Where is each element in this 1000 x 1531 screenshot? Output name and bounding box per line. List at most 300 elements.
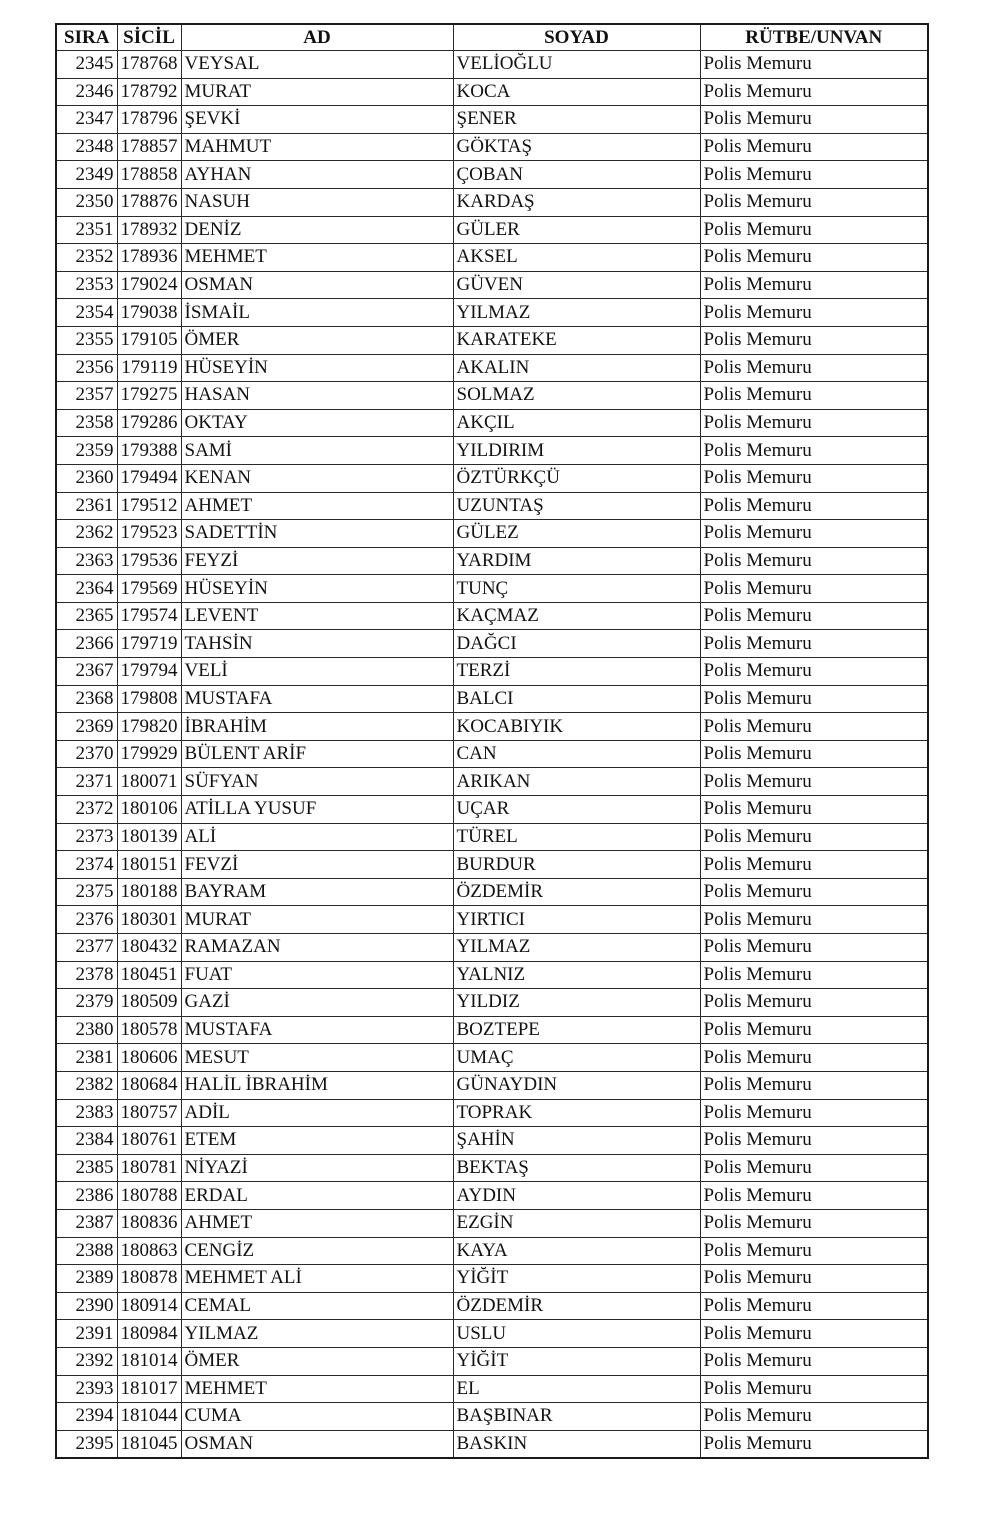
cell-sicil: 180606 xyxy=(117,1044,181,1072)
cell-rutbe: Polis Memuru xyxy=(700,1044,928,1072)
cell-sira: 2378 xyxy=(56,961,117,989)
cell-ad: MEHMET xyxy=(181,244,453,272)
cell-rutbe: Polis Memuru xyxy=(700,1099,928,1127)
cell-soyad: TUNÇ xyxy=(453,575,700,603)
cell-rutbe: Polis Memuru xyxy=(700,1182,928,1210)
cell-sicil: 179574 xyxy=(117,602,181,630)
cell-sira: 2353 xyxy=(56,271,117,299)
table-row xyxy=(56,133,928,161)
table-row xyxy=(56,1292,928,1320)
cell-sira: 2391 xyxy=(56,1320,117,1348)
cell-rutbe: Polis Memuru xyxy=(700,382,928,410)
cell-rutbe: Polis Memuru xyxy=(700,1127,928,1155)
cell-soyad: AYDIN xyxy=(453,1182,700,1210)
cell-sicil: 179929 xyxy=(117,740,181,768)
cell-ad: HASAN xyxy=(181,382,453,410)
table-row xyxy=(56,713,928,741)
table-row xyxy=(56,768,928,796)
table-row xyxy=(56,244,928,272)
cell-sira: 2346 xyxy=(56,78,117,106)
cell-sira: 2374 xyxy=(56,851,117,879)
cell-rutbe: Polis Memuru xyxy=(700,630,928,658)
cell-sicil: 180432 xyxy=(117,934,181,962)
cell-sira: 2345 xyxy=(56,51,117,79)
cell-sicil: 180878 xyxy=(117,1265,181,1293)
cell-sira: 2363 xyxy=(56,547,117,575)
cell-soyad: EZGİN xyxy=(453,1209,700,1237)
cell-sira: 2387 xyxy=(56,1209,117,1237)
cell-soyad: AKALIN xyxy=(453,354,700,382)
cell-soyad: KOCA xyxy=(453,78,700,106)
table-header xyxy=(56,24,928,51)
cell-sira: 2383 xyxy=(56,1099,117,1127)
cell-ad: ŞEVKİ xyxy=(181,106,453,134)
cell-sicil: 181045 xyxy=(117,1430,181,1458)
table-row xyxy=(56,464,928,492)
cell-rutbe: Polis Memuru xyxy=(700,492,928,520)
cell-sicil: 178932 xyxy=(117,216,181,244)
table-row xyxy=(56,1154,928,1182)
cell-ad: İBRAHİM xyxy=(181,713,453,741)
table-row xyxy=(56,547,928,575)
cell-rutbe: Polis Memuru xyxy=(700,409,928,437)
cell-sicil: 180301 xyxy=(117,906,181,934)
cell-soyad: AKÇIL xyxy=(453,409,700,437)
cell-ad: ADİL xyxy=(181,1099,453,1127)
cell-sira: 2386 xyxy=(56,1182,117,1210)
cell-sira: 2351 xyxy=(56,216,117,244)
cell-soyad: BASKIN xyxy=(453,1430,700,1458)
cell-sicil: 178768 xyxy=(117,51,181,79)
cell-sicil: 179275 xyxy=(117,382,181,410)
cell-ad: OSMAN xyxy=(181,1430,453,1458)
table-row xyxy=(56,1375,928,1403)
table-row xyxy=(56,575,928,603)
cell-sicil: 180757 xyxy=(117,1099,181,1127)
cell-ad: LEVENT xyxy=(181,602,453,630)
table-row xyxy=(56,299,928,327)
cell-sira: 2370 xyxy=(56,740,117,768)
personnel-table xyxy=(55,23,929,1459)
cell-rutbe: Polis Memuru xyxy=(700,271,928,299)
cell-soyad: ÖZTÜRKÇÜ xyxy=(453,464,700,492)
cell-sira: 2379 xyxy=(56,989,117,1017)
table-row xyxy=(56,492,928,520)
table-row xyxy=(56,630,928,658)
cell-ad: İSMAİL xyxy=(181,299,453,327)
cell-sicil: 180509 xyxy=(117,989,181,1017)
cell-rutbe: Polis Memuru xyxy=(700,1154,928,1182)
cell-ad: ATİLLA YUSUF xyxy=(181,796,453,824)
cell-rutbe: Polis Memuru xyxy=(700,1265,928,1293)
cell-sicil: 179038 xyxy=(117,299,181,327)
table-row xyxy=(56,271,928,299)
cell-sicil: 180578 xyxy=(117,1016,181,1044)
cell-sicil: 179794 xyxy=(117,658,181,686)
cell-rutbe: Polis Memuru xyxy=(700,1375,928,1403)
header-row xyxy=(56,24,928,51)
cell-ad: FUAT xyxy=(181,961,453,989)
cell-soyad: ARIKAN xyxy=(453,768,700,796)
cell-ad: BAYRAM xyxy=(181,878,453,906)
cell-ad: YILMAZ xyxy=(181,1320,453,1348)
header-soyad: SOYAD xyxy=(453,24,700,51)
table-row xyxy=(56,437,928,465)
cell-sira: 2385 xyxy=(56,1154,117,1182)
cell-sicil: 178858 xyxy=(117,161,181,189)
cell-rutbe: Polis Memuru xyxy=(700,851,928,879)
cell-soyad: ŞENER xyxy=(453,106,700,134)
cell-soyad: GÜLER xyxy=(453,216,700,244)
cell-ad: MAHMUT xyxy=(181,133,453,161)
cell-ad: CENGİZ xyxy=(181,1237,453,1265)
cell-sira: 2376 xyxy=(56,906,117,934)
table-body xyxy=(56,51,928,1459)
cell-ad: CUMA xyxy=(181,1403,453,1431)
table-row xyxy=(56,878,928,906)
cell-sicil: 180788 xyxy=(117,1182,181,1210)
cell-sira: 2356 xyxy=(56,354,117,382)
cell-ad: FEVZİ xyxy=(181,851,453,879)
cell-ad: ALİ xyxy=(181,823,453,851)
cell-sira: 2389 xyxy=(56,1265,117,1293)
cell-sicil: 181044 xyxy=(117,1403,181,1431)
cell-soyad: VELİOĞLU xyxy=(453,51,700,79)
cell-sicil: 181017 xyxy=(117,1375,181,1403)
cell-soyad: KAÇMAZ xyxy=(453,602,700,630)
table-row xyxy=(56,602,928,630)
cell-ad: KENAN xyxy=(181,464,453,492)
cell-sira: 2380 xyxy=(56,1016,117,1044)
cell-ad: BÜLENT ARİF xyxy=(181,740,453,768)
cell-rutbe: Polis Memuru xyxy=(700,796,928,824)
cell-sicil: 179105 xyxy=(117,326,181,354)
cell-sira: 2348 xyxy=(56,133,117,161)
cell-sicil: 180984 xyxy=(117,1320,181,1348)
cell-sira: 2367 xyxy=(56,658,117,686)
cell-rutbe: Polis Memuru xyxy=(700,464,928,492)
cell-sira: 2377 xyxy=(56,934,117,962)
table-row xyxy=(56,1430,928,1458)
cell-sira: 2366 xyxy=(56,630,117,658)
cell-sira: 2355 xyxy=(56,326,117,354)
cell-ad: DENİZ xyxy=(181,216,453,244)
cell-sicil: 178857 xyxy=(117,133,181,161)
cell-sira: 2373 xyxy=(56,823,117,851)
cell-soyad: YIRTICI xyxy=(453,906,700,934)
table-row xyxy=(56,1209,928,1237)
cell-soyad: DAĞCI xyxy=(453,630,700,658)
cell-ad: OKTAY xyxy=(181,409,453,437)
table-row xyxy=(56,961,928,989)
cell-sicil: 180761 xyxy=(117,1127,181,1155)
cell-ad: SÜFYAN xyxy=(181,768,453,796)
cell-rutbe: Polis Memuru xyxy=(700,740,928,768)
cell-sicil: 178796 xyxy=(117,106,181,134)
cell-ad: GAZİ xyxy=(181,989,453,1017)
cell-sira: 2372 xyxy=(56,796,117,824)
cell-sicil: 179719 xyxy=(117,630,181,658)
table-row xyxy=(56,823,928,851)
cell-sicil: 180781 xyxy=(117,1154,181,1182)
cell-soyad: GÜLEZ xyxy=(453,520,700,548)
cell-ad: CEMAL xyxy=(181,1292,453,1320)
table-row xyxy=(56,1044,928,1072)
header-ad: AD xyxy=(181,24,453,51)
cell-soyad: YİĞİT xyxy=(453,1347,700,1375)
table-row xyxy=(56,851,928,879)
header-sicil: SİCİL xyxy=(117,24,181,51)
table-row xyxy=(56,1237,928,1265)
cell-sicil: 180863 xyxy=(117,1237,181,1265)
cell-ad: AYHAN xyxy=(181,161,453,189)
cell-rutbe: Polis Memuru xyxy=(700,188,928,216)
cell-ad: RAMAZAN xyxy=(181,934,453,962)
cell-rutbe: Polis Memuru xyxy=(700,133,928,161)
cell-sicil: 179523 xyxy=(117,520,181,548)
cell-ad: SADETTİN xyxy=(181,520,453,548)
cell-ad: HALİL İBRAHİM xyxy=(181,1071,453,1099)
cell-ad: NİYAZİ xyxy=(181,1154,453,1182)
table-row xyxy=(56,1320,928,1348)
cell-sicil: 179808 xyxy=(117,685,181,713)
cell-rutbe: Polis Memuru xyxy=(700,547,928,575)
table-row xyxy=(56,658,928,686)
table-row xyxy=(56,216,928,244)
cell-sira: 2393 xyxy=(56,1375,117,1403)
cell-rutbe: Polis Memuru xyxy=(700,216,928,244)
cell-soyad: YILDIZ xyxy=(453,989,700,1017)
cell-sira: 2368 xyxy=(56,685,117,713)
cell-soyad: ŞAHİN xyxy=(453,1127,700,1155)
cell-sicil: 179536 xyxy=(117,547,181,575)
cell-sicil: 180451 xyxy=(117,961,181,989)
cell-rutbe: Polis Memuru xyxy=(700,78,928,106)
cell-sira: 2394 xyxy=(56,1403,117,1431)
cell-ad: ERDAL xyxy=(181,1182,453,1210)
cell-ad: FEYZİ xyxy=(181,547,453,575)
cell-rutbe: Polis Memuru xyxy=(700,1292,928,1320)
cell-sicil: 179820 xyxy=(117,713,181,741)
cell-soyad: CAN xyxy=(453,740,700,768)
cell-rutbe: Polis Memuru xyxy=(700,934,928,962)
cell-ad: MEHMET xyxy=(181,1375,453,1403)
cell-soyad: AKSEL xyxy=(453,244,700,272)
table-row xyxy=(56,989,928,1017)
cell-rutbe: Polis Memuru xyxy=(700,1430,928,1458)
cell-sicil: 180914 xyxy=(117,1292,181,1320)
table-row xyxy=(56,1071,928,1099)
cell-soyad: EL xyxy=(453,1375,700,1403)
table-row xyxy=(56,1347,928,1375)
cell-rutbe: Polis Memuru xyxy=(700,768,928,796)
cell-rutbe: Polis Memuru xyxy=(700,878,928,906)
cell-ad: OSMAN xyxy=(181,271,453,299)
cell-ad: AHMET xyxy=(181,492,453,520)
cell-sira: 2347 xyxy=(56,106,117,134)
cell-rutbe: Polis Memuru xyxy=(700,1237,928,1265)
cell-ad: MESUT xyxy=(181,1044,453,1072)
table-row xyxy=(56,106,928,134)
cell-ad: ETEM xyxy=(181,1127,453,1155)
cell-rutbe: Polis Memuru xyxy=(700,1403,928,1431)
cell-soyad: UÇAR xyxy=(453,796,700,824)
cell-soyad: SOLMAZ xyxy=(453,382,700,410)
cell-soyad: UMAÇ xyxy=(453,1044,700,1072)
cell-rutbe: Polis Memuru xyxy=(700,51,928,79)
table-row xyxy=(56,354,928,382)
table-row xyxy=(56,1016,928,1044)
cell-sicil: 180684 xyxy=(117,1071,181,1099)
cell-sira: 2392 xyxy=(56,1347,117,1375)
cell-rutbe: Polis Memuru xyxy=(700,326,928,354)
table-row xyxy=(56,409,928,437)
cell-rutbe: Polis Memuru xyxy=(700,1347,928,1375)
cell-sira: 2381 xyxy=(56,1044,117,1072)
cell-sira: 2382 xyxy=(56,1071,117,1099)
cell-sicil: 179119 xyxy=(117,354,181,382)
cell-sicil: 178936 xyxy=(117,244,181,272)
cell-soyad: ÇOBAN xyxy=(453,161,700,189)
cell-sira: 2361 xyxy=(56,492,117,520)
cell-soyad: ÖZDEMİR xyxy=(453,878,700,906)
cell-rutbe: Polis Memuru xyxy=(700,658,928,686)
cell-sira: 2365 xyxy=(56,602,117,630)
cell-ad: NASUH xyxy=(181,188,453,216)
table-row xyxy=(56,78,928,106)
cell-soyad: ÖZDEMİR xyxy=(453,1292,700,1320)
cell-sicil: 179512 xyxy=(117,492,181,520)
cell-soyad: YILMAZ xyxy=(453,299,700,327)
cell-rutbe: Polis Memuru xyxy=(700,823,928,851)
cell-soyad: YARDIM xyxy=(453,547,700,575)
cell-sira: 2359 xyxy=(56,437,117,465)
table-row xyxy=(56,51,928,79)
cell-ad: TAHSİN xyxy=(181,630,453,658)
cell-soyad: YİĞİT xyxy=(453,1265,700,1293)
cell-ad: HÜSEYİN xyxy=(181,354,453,382)
cell-soyad: TÜREL xyxy=(453,823,700,851)
cell-sicil: 179494 xyxy=(117,464,181,492)
header-sira: SIRA xyxy=(56,24,117,51)
cell-rutbe: Polis Memuru xyxy=(700,1016,928,1044)
cell-rutbe: Polis Memuru xyxy=(700,106,928,134)
cell-soyad: GÜNAYDIN xyxy=(453,1071,700,1099)
cell-sicil: 181014 xyxy=(117,1347,181,1375)
cell-ad: MEHMET ALİ xyxy=(181,1265,453,1293)
cell-ad: AHMET xyxy=(181,1209,453,1237)
cell-rutbe: Polis Memuru xyxy=(700,161,928,189)
cell-ad: HÜSEYİN xyxy=(181,575,453,603)
cell-soyad: BURDUR xyxy=(453,851,700,879)
cell-sira: 2349 xyxy=(56,161,117,189)
cell-rutbe: Polis Memuru xyxy=(700,520,928,548)
cell-sira: 2354 xyxy=(56,299,117,327)
table-row xyxy=(56,1182,928,1210)
cell-sira: 2358 xyxy=(56,409,117,437)
cell-sira: 2371 xyxy=(56,768,117,796)
cell-sira: 2384 xyxy=(56,1127,117,1155)
table-row xyxy=(56,1403,928,1431)
table-row xyxy=(56,934,928,962)
cell-sicil: 180151 xyxy=(117,851,181,879)
cell-sicil: 178876 xyxy=(117,188,181,216)
table-row xyxy=(56,326,928,354)
cell-sicil: 180071 xyxy=(117,768,181,796)
cell-soyad: KARATEKE xyxy=(453,326,700,354)
cell-rutbe: Polis Memuru xyxy=(700,1209,928,1237)
cell-rutbe: Polis Memuru xyxy=(700,685,928,713)
cell-rutbe: Polis Memuru xyxy=(700,575,928,603)
cell-rutbe: Polis Memuru xyxy=(700,906,928,934)
cell-sira: 2388 xyxy=(56,1237,117,1265)
cell-rutbe: Polis Memuru xyxy=(700,961,928,989)
cell-soyad: KARDAŞ xyxy=(453,188,700,216)
cell-ad: ÖMER xyxy=(181,326,453,354)
cell-sira: 2390 xyxy=(56,1292,117,1320)
table-row xyxy=(56,796,928,824)
cell-soyad: USLU xyxy=(453,1320,700,1348)
cell-sira: 2362 xyxy=(56,520,117,548)
cell-soyad: BAŞBINAR xyxy=(453,1403,700,1431)
cell-sicil: 180188 xyxy=(117,878,181,906)
table-row xyxy=(56,188,928,216)
cell-rutbe: Polis Memuru xyxy=(700,1320,928,1348)
cell-rutbe: Polis Memuru xyxy=(700,1071,928,1099)
cell-sira: 2360 xyxy=(56,464,117,492)
cell-soyad: YALNIZ xyxy=(453,961,700,989)
cell-rutbe: Polis Memuru xyxy=(700,713,928,741)
table-row xyxy=(56,685,928,713)
cell-soyad: GÖKTAŞ xyxy=(453,133,700,161)
cell-sira: 2350 xyxy=(56,188,117,216)
cell-sicil: 180139 xyxy=(117,823,181,851)
cell-soyad: KAYA xyxy=(453,1237,700,1265)
cell-soyad: TERZİ xyxy=(453,658,700,686)
cell-rutbe: Polis Memuru xyxy=(700,299,928,327)
table-row xyxy=(56,161,928,189)
cell-soyad: BOZTEPE xyxy=(453,1016,700,1044)
table-row xyxy=(56,520,928,548)
cell-rutbe: Polis Memuru xyxy=(700,602,928,630)
table-row xyxy=(56,740,928,768)
cell-soyad: YILDIRIM xyxy=(453,437,700,465)
cell-sicil: 180106 xyxy=(117,796,181,824)
cell-ad: MUSTAFA xyxy=(181,1016,453,1044)
cell-ad: VELİ xyxy=(181,658,453,686)
cell-soyad: GÜVEN xyxy=(453,271,700,299)
cell-ad: ÖMER xyxy=(181,1347,453,1375)
cell-sira: 2352 xyxy=(56,244,117,272)
table-row xyxy=(56,1099,928,1127)
cell-sicil: 178792 xyxy=(117,78,181,106)
cell-ad: SAMİ xyxy=(181,437,453,465)
cell-sira: 2375 xyxy=(56,878,117,906)
cell-rutbe: Polis Memuru xyxy=(700,354,928,382)
cell-ad: MUSTAFA xyxy=(181,685,453,713)
cell-sira: 2364 xyxy=(56,575,117,603)
cell-sicil: 179569 xyxy=(117,575,181,603)
cell-sicil: 179286 xyxy=(117,409,181,437)
cell-soyad: BALCI xyxy=(453,685,700,713)
cell-sira: 2395 xyxy=(56,1430,117,1458)
cell-soyad: UZUNTAŞ xyxy=(453,492,700,520)
cell-rutbe: Polis Memuru xyxy=(700,989,928,1017)
cell-sira: 2369 xyxy=(56,713,117,741)
cell-ad: VEYSAL xyxy=(181,51,453,79)
cell-soyad: KOCABIYIK xyxy=(453,713,700,741)
table-row xyxy=(56,1265,928,1293)
